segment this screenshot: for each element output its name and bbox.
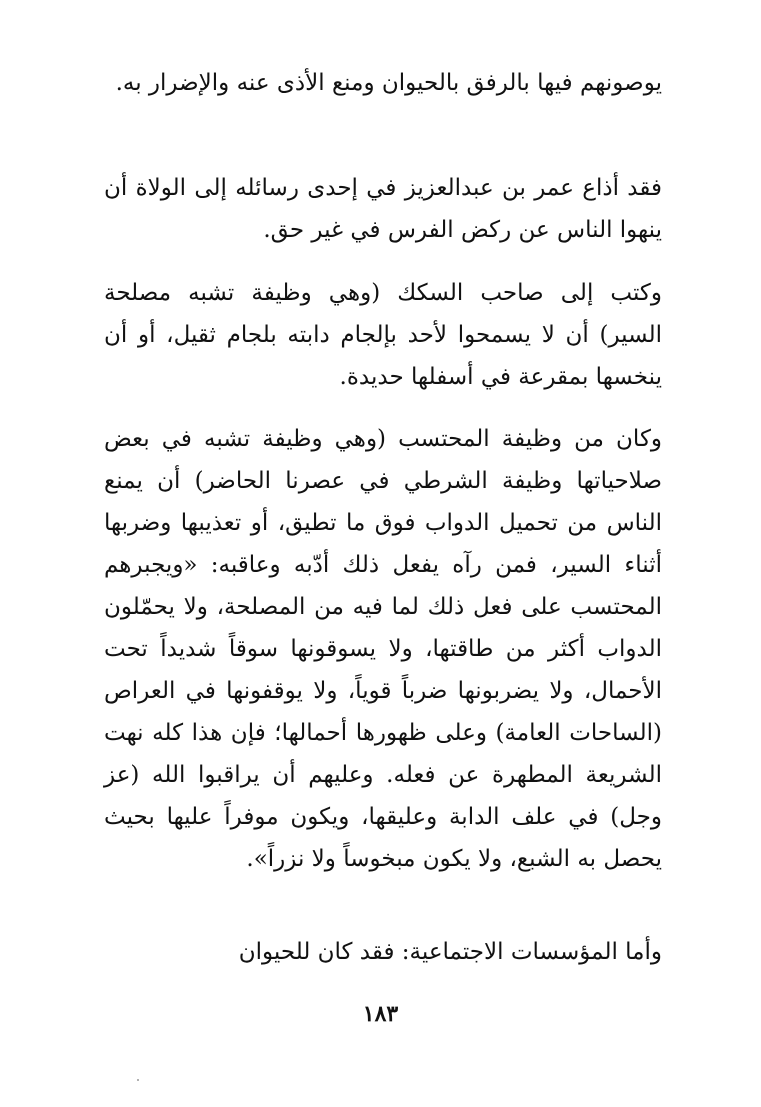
paragraph-3: وكتب إلى صاحب السكك (وهي وظيفة تشبه مصلحة السير) أن لا يسمحوا لأحد بإلجام دابته بلجام ثقيل، أو أن ينخسها بمقرعة في أسفلها حديدة. bbox=[104, 280, 662, 390]
paragraph-5: وأما المؤسسات الاجتماعية: فقد كان للحيوان bbox=[238, 939, 662, 965]
scan-speck bbox=[137, 1079, 139, 1081]
paragraph-1: يوصونهم فيها بالرفق بالحيوان ومنع الأذى عنه والإضرار به. bbox=[115, 70, 662, 96]
paragraph-2: فقد أذاع عمر بن عبدالعزيز في إحدى رسائله إلى الولاة أن ينهوا الناس عن ركض الفرس في غير حق. bbox=[104, 175, 662, 243]
paragraph-4: وكان من وظيفة المحتسب (وهي وظيفة تشبه في بعض صلاحياتها وظيفة الشرطي في عصرنا الحاضر) أن يمنع الناس من تحميل الدواب فوق ما تطيق، أو تعذيبها وضربها أثناء السير، فمن رآه يفعل ذلك أدّبه وعاقبه: «ويجبرهم المحتسب على فعل ذلك لما فيه من المصلحة، ولا يحمّلون الدواب أكثر من طاقتها، ولا يسوقونها سوقاً شديداً تحت الأحمال، ولا يضربونها ضرباً قوياً، ولا يوقفونها في العراص (الساحات العامة) وعلى ظهورها أحمالها؛ فإن هذا كله نهت الشريعة المطهرة عن فعله. وعليهم أن يراقبوا الله (عز وجل) في علف الدابة وعليقها، ويكون موفراً عليها بحيث يحصل به الشبع، ولا يكون مبخوساً ولا نزراً». bbox=[104, 426, 662, 872]
page-number: ١٨٣ bbox=[362, 1001, 399, 1027]
